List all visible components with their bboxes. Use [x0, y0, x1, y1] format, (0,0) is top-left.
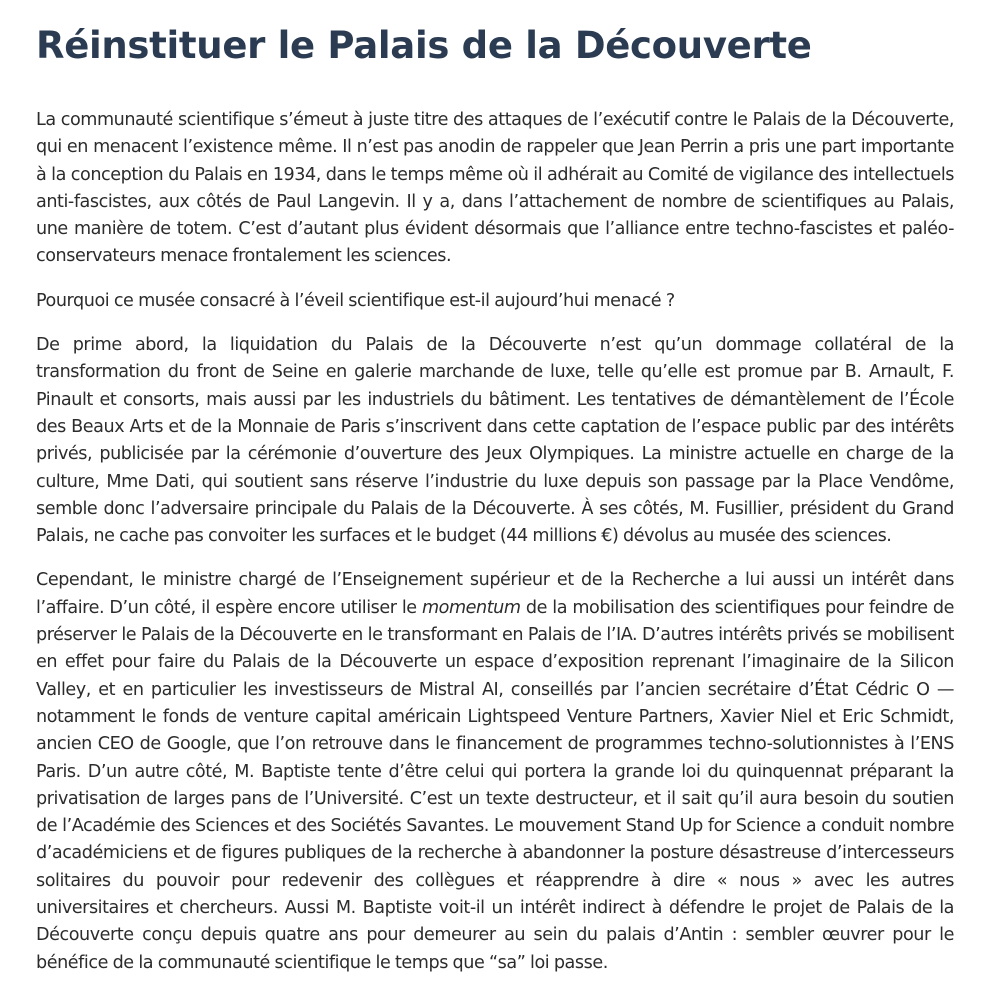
paragraph-4-emphasis: momentum — [421, 597, 521, 618]
paragraph-4-text-end: de la mobilisation des scientifiques pour feindre de préserver le Palais de la Découverte en le transformant en Palais de l’IA. D’autres intérêts privés se mobilisent en effet pour faire du Palais de la Découverte un espace d’exposition reprenant l’imaginaire de la Silicon Valley, et en particulier les investisseurs de Mistral AI, conseillés par l’ancien secrétaire d’État Cédric O — notamment le fonds de venture capital américain Lightspeed Venture Partners, Xavier Niel et Eric Schmidt, ancien CEO de Google, que l’on retrouve dans le financement de programmes techno-solutionnistes à l’ENS Paris. D’un autre côté, M. Baptiste tente d’être celui qui portera la grande loi du quinquennat préparant la privatisation de larges pans de l’Université. C’est un texte destructeur, et il sait qu’il aura besoin du soutien de l’Académie des Sciences et des Sociétés Savantes. Le mouvement Stand Up for Science a conduit nombre d’académiciens et de figures publiques de la recherche à abandonner la posture désastreuse d’intercesseurs solitaires du pouvoir pour redevenir des collègues et réapprendre à dire « nous » avec les autres universitaires et chercheurs. Aussi M. Baptiste voit-il un intérêt indirect à défendre le projet de Palais de la Découverte conçu depuis quatre ans pour demeurer au sein du palais d’Antin : sembler œuvrer pour le bénéfice de la communauté scientifique le temps que “sa” loi passe. — [36, 597, 954, 973]
article-title: Réinstituer le Palais de la Découverte — [36, 24, 812, 67]
paragraph-1: La communauté scientifique s’émeut à juste titre des attaques de l’exécutif contre le Palais de la Découverte, qui en menacent l’existence même. Il n’est pas anodin de rappeler que Jean Perrin a pris une part importante à la conception du Palais en 1934, dans le temps même où il adhérait au Comité de vigilance des intellectuels anti-fascistes, aux côtés de Paul Langevin. Il y a, dans l’attachement de nombre de scientifiques au Palais, une manière de totem. C’est d’autant plus évident désormais que l’alliance entre techno-fascistes et paléo-conservateurs menace frontalement les sciences. — [36, 110, 954, 267]
paragraph-3: De prime abord, la liquidation du Palais de la Découverte n’est qu’un dommage collatéral de la transformation du front de Seine en galerie marchande de luxe, telle qu’elle est promue par B. Arnault, F. Pinault et consorts, mais aussi par les industriels du bâtiment. Les tentatives de démantèlement de l’École des Beaux Arts et de la Monnaie de Paris s’inscrivent dans cette captation de l’espace public par des intérêts privés, publicisée par la cérémonie d’ouverture des Jeux Olympiques. La ministre actuelle en charge de la culture, Mme Dati, qui soutient sans réserve l’industrie du luxe depuis son passage par la Place Vendôme, semble donc l’adversaire principale du Palais de la Découverte. À ses côtés, M. Fusillier, président du Grand Palais, ne cache pas convoiter les surfaces et le budget (44 millions €) dévolus au musée des sciences. — [36, 335, 954, 547]
paragraph-2: Pourquoi ce musée consacré à l’éveil scientifique est-il aujourd’hui menacé ? — [36, 290, 675, 311]
paragraph-4-text-start: Cependant, le ministre chargé de l’Enseignement supérieur et de la Recherche a lui aussi un intérêt dans l’affaire. D’un côté, il espère encore utiliser le — [36, 570, 954, 618]
article — [36, 22, 954, 994]
paragraph-4 — [36, 567, 954, 976]
